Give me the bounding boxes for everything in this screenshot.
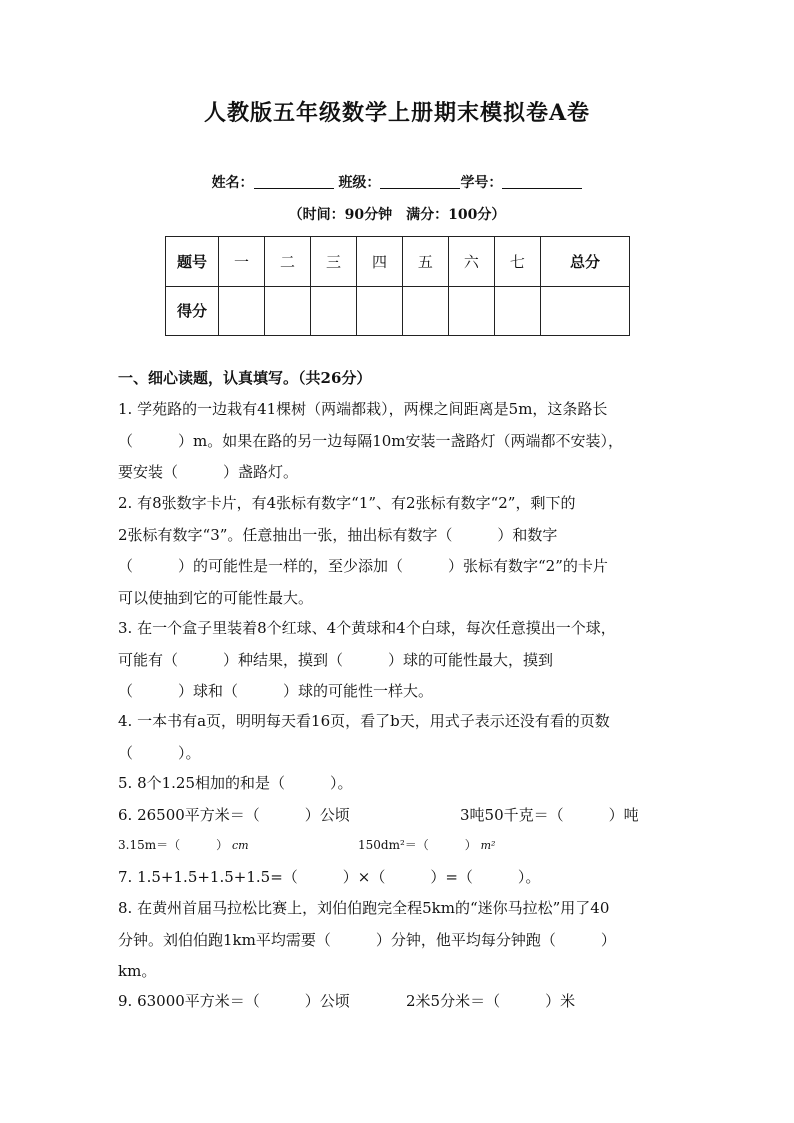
score-table-score-row <box>166 286 630 336</box>
q6-part-a: 6. 26500平方米＝（ ）公顷 <box>118 806 350 824</box>
section-heading: 一、细心读题，认真填写。（共26分） <box>118 369 372 387</box>
column-5: 五 <box>402 237 448 287</box>
column-7: 七 <box>494 237 540 287</box>
question-8 <box>118 893 678 988</box>
score-cell[interactable] <box>219 286 265 336</box>
column-2: 二 <box>264 237 310 287</box>
q2-line1: 2. 有8张数字卡片，有4张标有数字“1”、有2张标有数字“2”，剩下的 <box>118 494 576 512</box>
q8-line2: 分钟。刘伯伯跑1km平均需要（ ）分钟，他平均每分钟跑（ ） <box>118 930 616 949</box>
q8-line3: km。 <box>118 962 157 980</box>
score-table-header-row <box>166 237 630 287</box>
column-6: 六 <box>448 237 494 287</box>
score-cell[interactable] <box>494 286 540 336</box>
q3-line3: （ ）球和（ ）球的可能性一样大。 <box>118 682 434 700</box>
score-cell[interactable] <box>540 286 629 336</box>
q4-line2: （ ）。 <box>118 743 201 762</box>
q2-line2: 2张标有数字“3”。任意抽出一张，抽出标有数字（ ）和数字 <box>118 525 558 544</box>
q6-part-d <box>358 836 495 853</box>
number-blank[interactable] <box>502 174 582 189</box>
q8-line1: 8. 在黄州首届马拉松比赛上，刘伯伯跑完全程5km的“迷你马拉松”用了40 <box>118 899 610 917</box>
q3-line2: 可能有（ ）种结果，摸到（ ）球的可能性最大，摸到 <box>118 650 554 669</box>
q6-part-c-text: 3.15m＝（ ） <box>118 838 229 852</box>
q9-part-a: 9. 63000平方米＝（ ）公顷 <box>118 992 350 1010</box>
q1-line2: （ ）m。如果在路的另一边每隔10m安装一盏路灯（两端都不安装）， <box>118 431 624 450</box>
question-3 <box>118 613 678 708</box>
time-info: （时间：90分钟 满分：100分） <box>288 207 506 223</box>
question-4 <box>118 706 678 769</box>
score-cell[interactable] <box>448 286 494 336</box>
question-1 <box>118 394 678 489</box>
q5-line1: 5. 8个1.25相加的和是（ ）。 <box>118 774 353 792</box>
name-label: 姓名： <box>211 175 254 191</box>
q1-line3: 要安装（ ）盏路灯。 <box>118 463 299 481</box>
number-label: 学号： <box>460 175 503 191</box>
score-cell[interactable] <box>264 286 310 336</box>
q6-part-d-text: 150dm²＝（ ） <box>358 838 477 852</box>
header-label: 题号 <box>166 237 219 287</box>
score-cell[interactable] <box>310 286 356 336</box>
class-label: 班级： <box>338 175 381 191</box>
q4-line1: 4. 一本书有a页，明明每天看16页，看了b天，用式子表示还没有看的页数 <box>118 712 610 730</box>
class-blank[interactable] <box>380 174 460 189</box>
question-2 <box>118 488 678 614</box>
score-cell[interactable] <box>402 286 448 336</box>
score-table <box>165 236 630 336</box>
q6-part-c-unit: cm <box>231 839 249 852</box>
student-info <box>0 172 794 192</box>
score-cell[interactable] <box>356 286 402 336</box>
q9-part-b: 2米5分米＝（ ）米 <box>406 992 576 1010</box>
q2-line4: 可以使抽到它的可能性最大。 <box>118 588 314 607</box>
question-5 <box>118 768 678 800</box>
q7-line1: 7. 1.5+1.5+1.5+1.5=（ ）×（ ）=（ ）。 <box>118 868 541 886</box>
column-total: 总分 <box>540 237 629 287</box>
q1-line1: 1. 学苑路的一边栽有41棵树（两端都栽），两棵之间距离是5m，这条路长 <box>118 400 608 418</box>
question-7 <box>118 862 678 894</box>
column-1: 一 <box>219 237 265 287</box>
page-title: 人教版五年级数学上册期末模拟卷A卷 <box>203 100 591 126</box>
score-label: 得分 <box>166 286 219 336</box>
name-blank[interactable] <box>254 174 334 189</box>
column-3: 三 <box>310 237 356 287</box>
q6-part-b: 3吨50千克＝（ ）吨 <box>460 806 639 824</box>
q2-line3: （ ）的可能性是一样的，至少添加（ ）张标有数字“2”的卡片 <box>118 557 608 575</box>
column-4: 四 <box>356 237 402 287</box>
q6-part-d-unit: m² <box>480 839 496 852</box>
q3-line1: 3. 在一个盒子里装着8个红球、4个黄球和4个白球，每次任意摸出一个球， <box>118 619 616 637</box>
q6-part-c <box>118 836 249 853</box>
